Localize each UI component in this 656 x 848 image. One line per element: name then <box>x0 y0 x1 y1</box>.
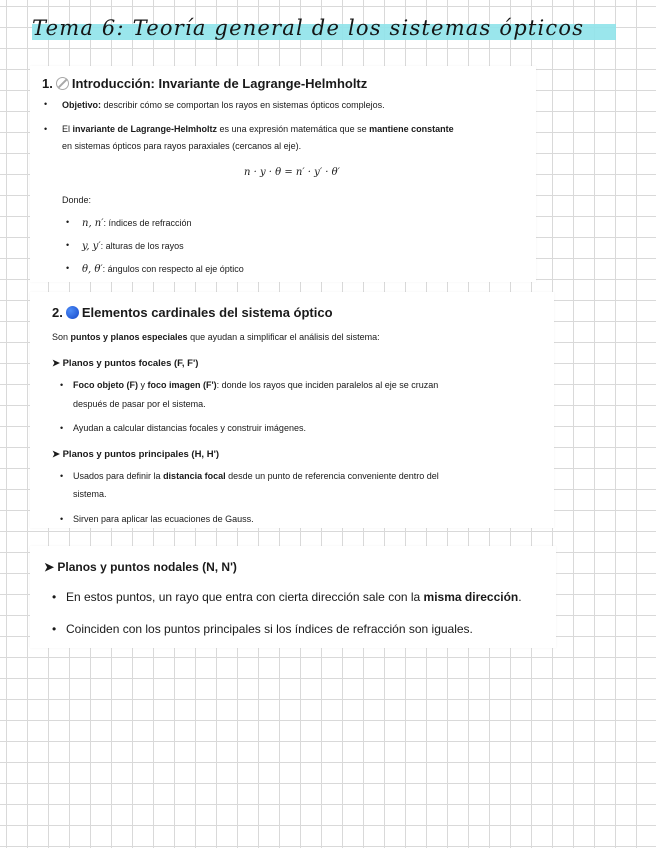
symbol: n, n′ <box>82 218 104 229</box>
bullet-icon: • <box>66 240 70 250</box>
nodal-bullet-2: Coinciden con los puntos principales si los índices de refracción son iguales. <box>66 622 473 636</box>
text: y <box>138 380 148 390</box>
bullet-icon: • <box>66 217 70 227</box>
section-2-intro <box>52 331 380 344</box>
principal-heading: ➤ Planos y puntos principales (H, H') <box>52 449 219 460</box>
focal-bullet-1-cont: después de pasar por el sistema. <box>73 399 206 409</box>
donde-label: Donde: <box>62 195 92 205</box>
principal-bullet-2: Sirven para aplicar las ecuaciones de Gauss. <box>73 514 254 524</box>
text: El <box>62 124 73 134</box>
title-block <box>26 14 636 48</box>
invariant-line-2: en sistemas ópticos para rayos paraxiales (cercanos al eje). <box>62 141 302 151</box>
objective-text: describir cómo se comportan los rayos en sistemas ópticos complejos. <box>101 100 385 110</box>
section-1-heading <box>42 76 367 91</box>
section-number: 1. <box>42 76 53 91</box>
text: desde un punto de referencia conveniente dentro del <box>225 471 439 481</box>
list-item <box>82 240 184 253</box>
symbol: y, y′ <box>82 241 101 252</box>
nodal-heading: ➤ Planos y puntos nodales (N, N') <box>44 560 237 574</box>
list-item <box>82 217 192 230</box>
bullet-icon: • <box>60 380 64 390</box>
bold-term: misma dirección <box>423 590 519 604</box>
bullet-icon: • <box>66 263 70 273</box>
section-2-panel <box>30 292 554 528</box>
bullet-icon: • <box>60 514 64 524</box>
text: que ayudan a simplificar el análisis del sistema: <box>187 332 380 342</box>
text: : ángulos con respecto al eje óptico <box>102 264 244 274</box>
constant-term: mantiene constante <box>369 124 454 134</box>
symbol: θ, θ′ <box>82 264 103 275</box>
section-2-heading <box>52 305 333 320</box>
nodal-bullet-1 <box>66 589 522 605</box>
section-title: Elementos cardinales del sistema óptico <box>81 305 333 320</box>
text: En estos puntos, un rayo que entra con cierta dirección sale con la <box>66 590 424 604</box>
bullet-icon: • <box>60 423 64 433</box>
bullet-icon: • <box>60 471 64 481</box>
invariant-line-1 <box>62 123 454 136</box>
bold-term: foco imagen (F') <box>147 380 217 390</box>
bullet-icon: • <box>52 590 57 604</box>
text: : alturas de los rayos <box>100 241 184 251</box>
section-1-panel <box>30 66 536 282</box>
bullet-icon: • <box>52 622 57 636</box>
section-title: Introducción: Invariante de Lagrange-Helmholtz <box>71 76 368 91</box>
text: es una expresión matemática que se <box>217 124 370 134</box>
invariant-formula: n · y · θ = n′ · y′ · θ′ <box>244 167 340 178</box>
objective-line <box>62 99 385 112</box>
blue-circle-icon <box>66 306 79 319</box>
bullet-icon: • <box>44 124 48 134</box>
focal-bullet-1 <box>73 379 438 392</box>
text: : donde los rayos que inciden paralelos al eje se cruzan <box>216 380 439 390</box>
text: Son <box>52 332 71 342</box>
list-item <box>82 263 244 276</box>
text: Usados para definir la <box>73 471 164 481</box>
focal-bullet-2: Ayudan a calcular distancias focales y construir imágenes. <box>73 423 306 433</box>
bold-term: Foco objeto (F) <box>73 380 138 390</box>
bold-term: puntos y planos especiales <box>70 332 188 342</box>
principal-bullet-1 <box>73 470 439 483</box>
page-title: Tema 6: Teoría general de los sistemas ópticos <box>32 16 585 40</box>
objective-label: Objetivo: <box>62 100 102 110</box>
text: . <box>518 590 522 604</box>
nodal-panel <box>30 546 556 648</box>
text: : índices de refracción <box>103 218 192 228</box>
invariant-term: invariante de Lagrange-Helmholtz <box>72 124 218 134</box>
focal-heading: ➤ Planos y puntos focales (F, F') <box>52 358 199 369</box>
bullet-icon: • <box>44 99 48 109</box>
section-number: 2. <box>52 305 63 320</box>
principal-bullet-1-cont: sistema. <box>73 489 107 499</box>
no-entry-icon <box>56 77 69 90</box>
bold-term: distancia focal <box>163 471 226 481</box>
